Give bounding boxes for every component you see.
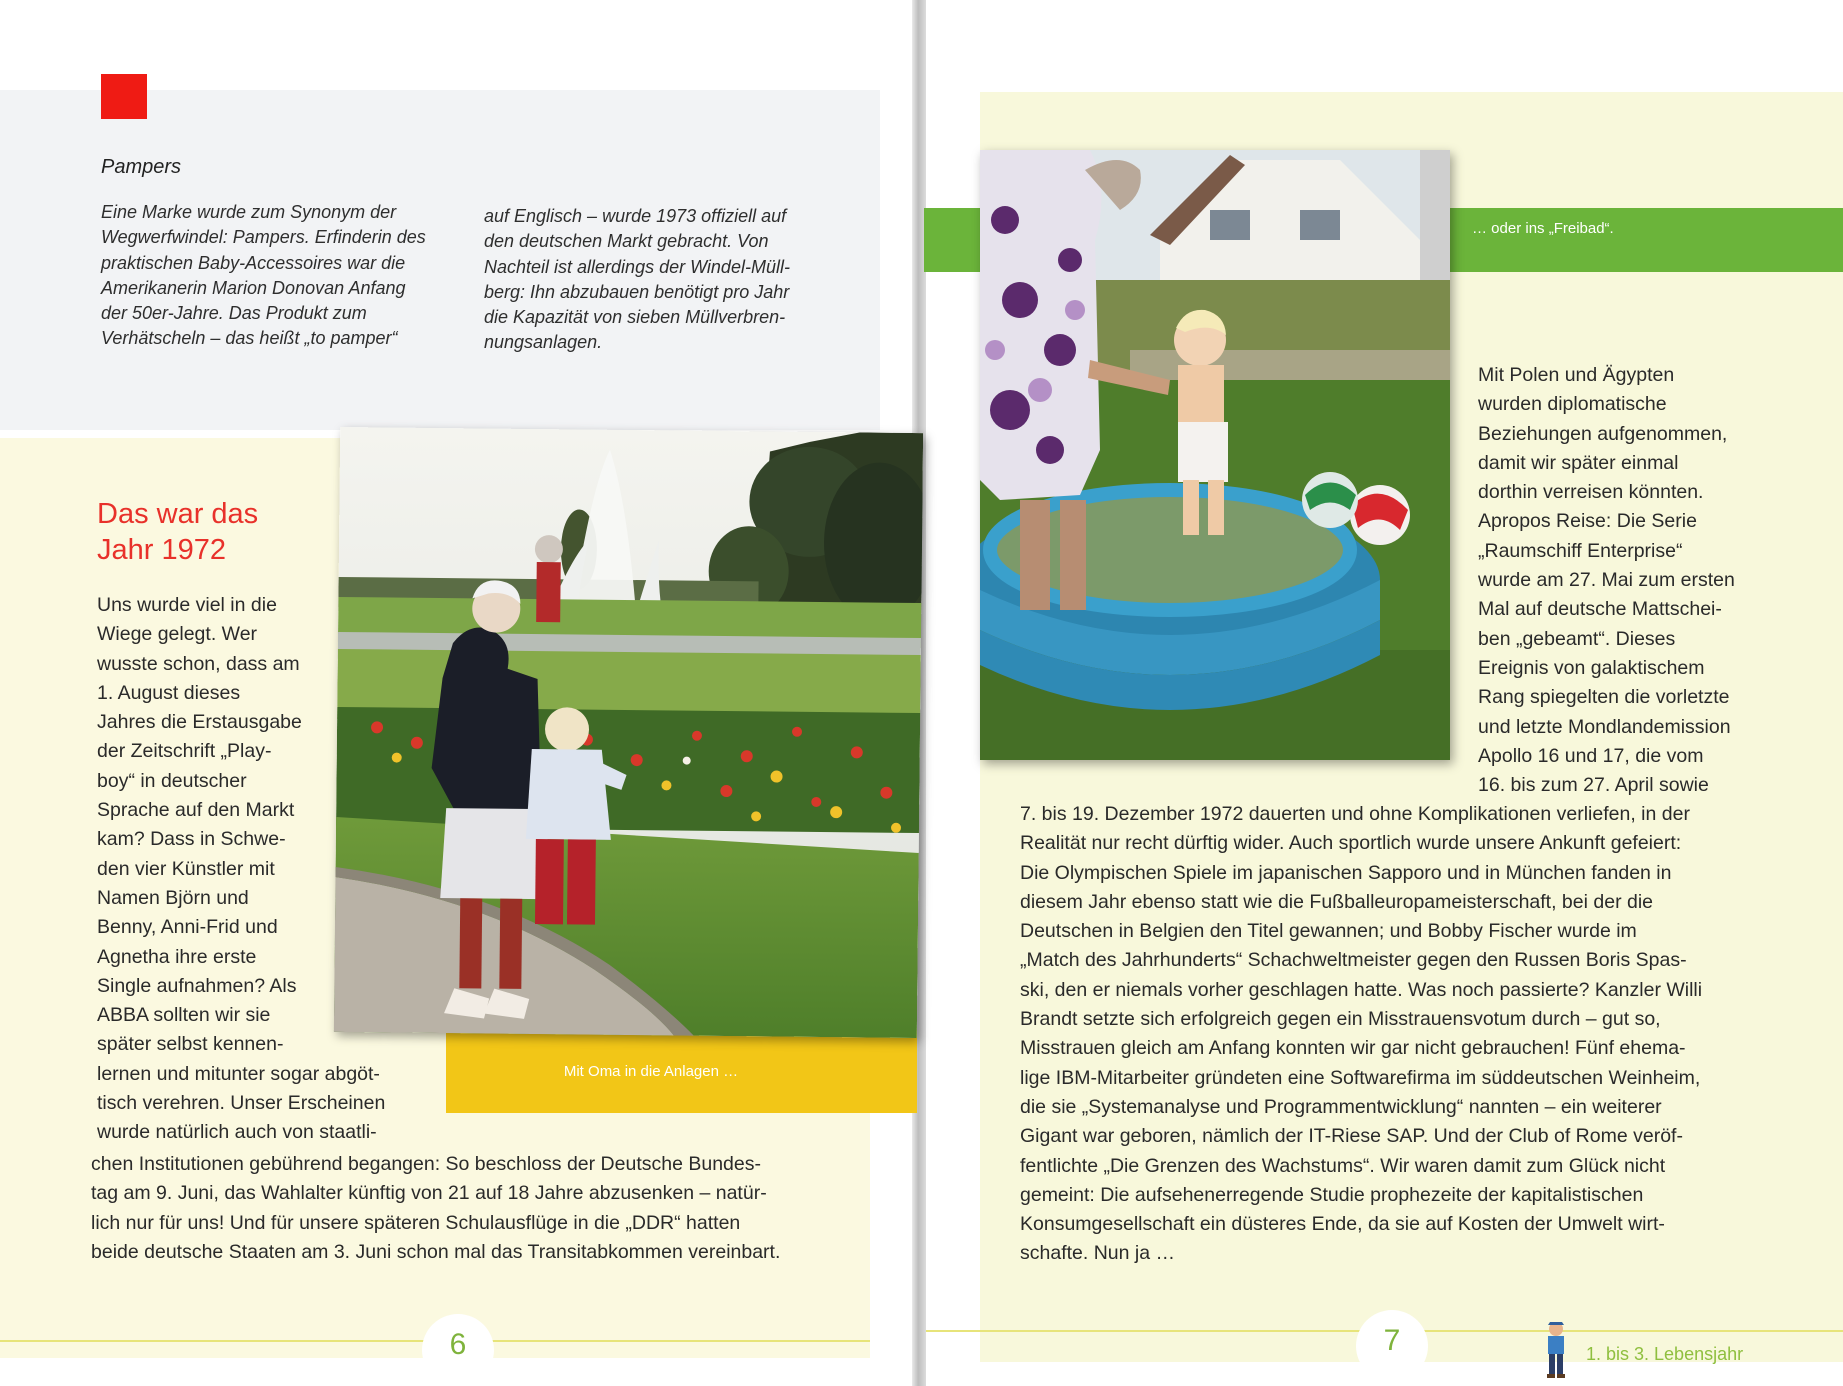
sidebar-line: Nachteil ist allerdings der Windel-Müll- [484, 256, 790, 277]
sidebar-line: Amerikanerin Marion Donovan Anfang [101, 277, 406, 298]
body-line: Gigant war geboren, nämlich der IT-Riese SAP. Und der Club of Rome veröf- [1020, 1125, 1683, 1148]
sidebar-line: auf Englisch – wurde 1973 offiziell auf [484, 206, 787, 226]
body-line: wurden diplomatische [1478, 393, 1667, 416]
page-number-left: 6 [422, 1314, 494, 1386]
body-line: Namen Björn und [97, 886, 249, 909]
body-line: fentlichte „Die Grenzen des Wachstums“. Wir waren damit zum Glück nicht [1020, 1154, 1666, 1177]
photo-paddling-pool-image [980, 150, 1450, 760]
body-line: „Match des Jahrhunderts“ Schachweltmeister gegen den Russen Boris Spas- [1020, 949, 1687, 972]
body-line: der Zeitschrift „Play- [97, 740, 272, 763]
sidebar-line: die Kapazität von sieben Müllverbren- [484, 307, 786, 328]
body-line: die sie „Systemanalyse und Programmentwicklung“ nannten – ein weiterer [1020, 1095, 1662, 1118]
body-line: ski, den er niemals vorher geschlagen hatte. Was noch passierte? Kanzler Willi [1020, 978, 1703, 1001]
sidebar-line: Verhätscheln – das heißt „to pamper“ [101, 328, 398, 349]
photo-caption-right: … oder ins „Freibad“. [1472, 220, 1614, 237]
section-label: 1. bis 3. Lebensjahr [1586, 1344, 1744, 1364]
photo-park-fountain-image [334, 427, 923, 1038]
sidebar-column-1 [101, 200, 471, 352]
sidebar-line: den deutschen Markt gebracht. Von [484, 231, 769, 252]
body-line: Mal auf deutsche Mattschei- [1478, 598, 1722, 621]
article-heading [97, 496, 347, 568]
body-line: lich nur für uns! Und für unsere späteren Schulausflüge in die „DDR“ hatten [91, 1211, 741, 1234]
sidebar-line: Eine Marke wurde zum Synonym der [101, 202, 397, 222]
heading-line: Jahr 1972 [97, 534, 226, 566]
body-line: gemeint: Die aufsehenerregende Studie prophezeite der kapitalistischen [1020, 1183, 1644, 1206]
body-line: Beziehungen aufgenommen, [1478, 422, 1728, 445]
body-line: Deutschen in Belgien den Titel gewannen; und Bobby Fischer wurde im [1020, 920, 1637, 943]
body-line: 1. August dieses [97, 681, 241, 704]
body-line: tisch verehren. Unser Erscheinen [97, 1092, 386, 1115]
child-figure-icon [1540, 1321, 1572, 1381]
body-line: Misstrauen gleich am Anfang konnten wir gar nicht gebrauchen! Fünf ehema- [1020, 1037, 1686, 1060]
body-line: Konsumgesellschaft ein düsteres Ende, da sie auf Kosten der Umwelt wirt- [1020, 1213, 1665, 1236]
body-line: 16. bis zum 27. April sowie [1478, 774, 1709, 797]
body-line: Single aufnahmen? Als [97, 974, 297, 997]
sidebar-line: Wegwerfwindel: Pampers. Erfinderin des [101, 227, 426, 248]
body-line: Benny, Anni-Frid und [97, 916, 278, 939]
right-body-wide [1020, 800, 1820, 1269]
body-line: chen Institutionen gebührend begangen: So beschloss der Deutsche Bundes- [91, 1153, 761, 1175]
body-line: Rang spiegelten die vorletzte [1478, 686, 1730, 709]
heading-line: Das war das [97, 498, 259, 530]
body-line: „Raumschiff Enterprise“ [1478, 539, 1683, 562]
sidebar-line: nungsanlagen. [484, 332, 603, 353]
body-line: Apollo 16 und 17, die vom [1478, 744, 1704, 767]
body-line: ben „gebeamt“. Dieses [1478, 627, 1676, 650]
body-line: Apropos Reise: Die Serie [1478, 510, 1697, 533]
sidebar-line: der 50er-Jahre. Das Produkt zum [101, 303, 367, 324]
body-line: später selbst kennen- [97, 1033, 284, 1056]
body-line: wurde am 27. Mai zum ersten [1478, 569, 1735, 592]
body-line: wusste schon, dass am [97, 652, 300, 675]
body-line: und letzte Mondlandemission [1478, 715, 1731, 738]
sidebar-line: praktischen Baby-Accessoires war die [101, 252, 406, 273]
body-line: wurde natürlich auch von staatli- [97, 1121, 377, 1144]
body-line: lernen und mitunter sogar abgöt- [97, 1062, 380, 1085]
body-line: Jahres die Erstausgabe [97, 711, 302, 734]
body-line: ABBA sollten wir sie [97, 1004, 271, 1027]
body-line: Agnetha ihre erste [97, 945, 257, 968]
sidebar-title: Pampers [101, 156, 182, 178]
body-line: dorthin verreisen könnten. [1478, 481, 1704, 504]
photo-park-fountain [334, 427, 923, 1038]
page-number-right: 7 [1356, 1310, 1428, 1382]
body-line: Uns wurde viel in die [97, 594, 277, 616]
body-line: Die Olympischen Spiele im japanischen Sapporo und in München fanden in [1020, 861, 1672, 884]
body-line: Wiege gelegt. Wer [97, 623, 258, 646]
sidebar-column-2 [484, 204, 854, 356]
body-line: tag am 9. Juni, das Wahlalter künftig von 21 auf 18 Jahre abzusenken – natür- [91, 1182, 767, 1205]
body-line: Brandt setzte sich erfolgreich gegen ein Misstrauensvotum durch – gut so, [1020, 1008, 1661, 1031]
body-line: Realität nur recht dürftig wider. Auch sportlich wurde unsere Ankunft gefeiert: [1020, 832, 1682, 855]
photo-caption-left: Mit Oma in die Anlagen … [563, 1063, 739, 1080]
body-line: kam? Dass in Schwe- [97, 828, 286, 851]
sidebar-line: berg: Ihn abzubauen benötigt pro Jahr [484, 281, 790, 302]
red-square-marker-icon [101, 74, 147, 119]
body-line: lige IBM-Mitarbeiter gründeten eine Softwarefirma im süddeutschen Weinheim, [1020, 1066, 1701, 1089]
right-body-narrow [1478, 361, 1838, 800]
photo-paddling-pool [980, 150, 1450, 760]
left-body-wide [91, 1150, 871, 1267]
body-line: diesem Jahr ebenso statt wie die Fußballeuropameisterschaft, bei der die [1020, 890, 1653, 913]
body-line: den vier Künstler mit [97, 857, 275, 880]
body-line: schafte. Nun ja … [1020, 1242, 1175, 1265]
body-line: beide deutsche Staaten am 3. Juni schon mal das Transitabkommen vereinbart. [91, 1240, 781, 1263]
body-line: Ereignis von galaktischem [1478, 656, 1705, 679]
body-line: boy“ in deutscher [97, 769, 247, 792]
body-line: 7. bis 19. Dezember 1972 dauerten und ohne Komplikationen verliefen, in der [1020, 803, 1690, 825]
body-line: damit wir später einmal [1478, 451, 1679, 474]
body-line: Mit Polen und Ägypten [1478, 364, 1675, 386]
body-line: Sprache auf den Markt [97, 799, 295, 822]
